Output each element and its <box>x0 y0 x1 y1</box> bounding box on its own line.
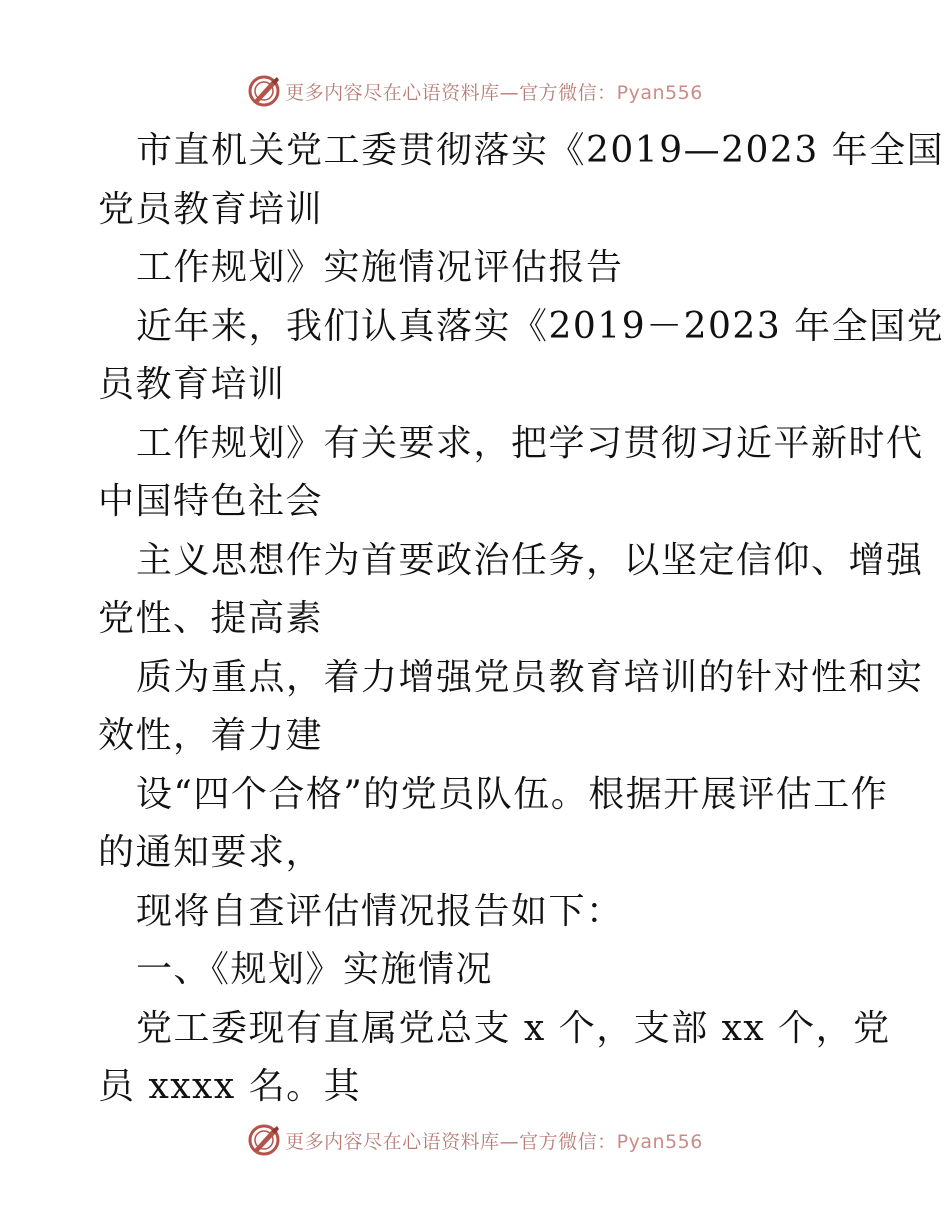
text-line: 效性，着力建 <box>98 715 324 756</box>
text-line: 工作规划》实施情况评估报告 <box>136 247 624 288</box>
text-line: 质为重点，着力增强党员教育培训的针对性和实 <box>136 656 924 698</box>
text-line: 设“四个合格”的党员队伍。根据开展评估工作 <box>136 773 889 815</box>
document-body <box>98 122 945 1117</box>
pen-seal-icon <box>247 74 281 108</box>
text-line: 党员教育培训 <box>98 188 324 230</box>
text-line: 党性、提高素 <box>98 598 324 639</box>
watermark-footer <box>0 1120 950 1160</box>
text-line: 中国特色社会 <box>98 481 324 522</box>
text-line: 员教育培训 <box>98 364 286 405</box>
pen-seal-icon <box>247 1123 281 1157</box>
watermark-text: 更多内容尽在心语资料库—官方微信：Pyan556 <box>285 1130 703 1153</box>
text-line: 党工委现有直属党总支 x 个，支部 xx 个，党 <box>136 1007 891 1049</box>
text-line: 的通知要求， <box>98 832 324 873</box>
watermark-text: 更多内容尽在心语资料库—官方微信：Pyan556 <box>285 81 703 104</box>
watermark-header <box>0 71 950 111</box>
text-line: 工作规划》有关要求，把学习贯彻习近平新时代 <box>136 422 924 464</box>
text-line: 员 xxxx 名。其 <box>98 1066 362 1107</box>
text-line: 一、《规划》实施情况 <box>136 949 494 990</box>
text-line: 主义思想作为首要政治任务，以坚定信仰、增强 <box>136 539 924 581</box>
text-line: 市直机关党工委贯彻落实《2019—2023 年全国 <box>136 130 945 171</box>
text-line: 近年来，我们认真落实《2019－2023 年全国党 <box>136 305 945 347</box>
text-line: 现将自查评估情况报告如下： <box>136 890 624 932</box>
